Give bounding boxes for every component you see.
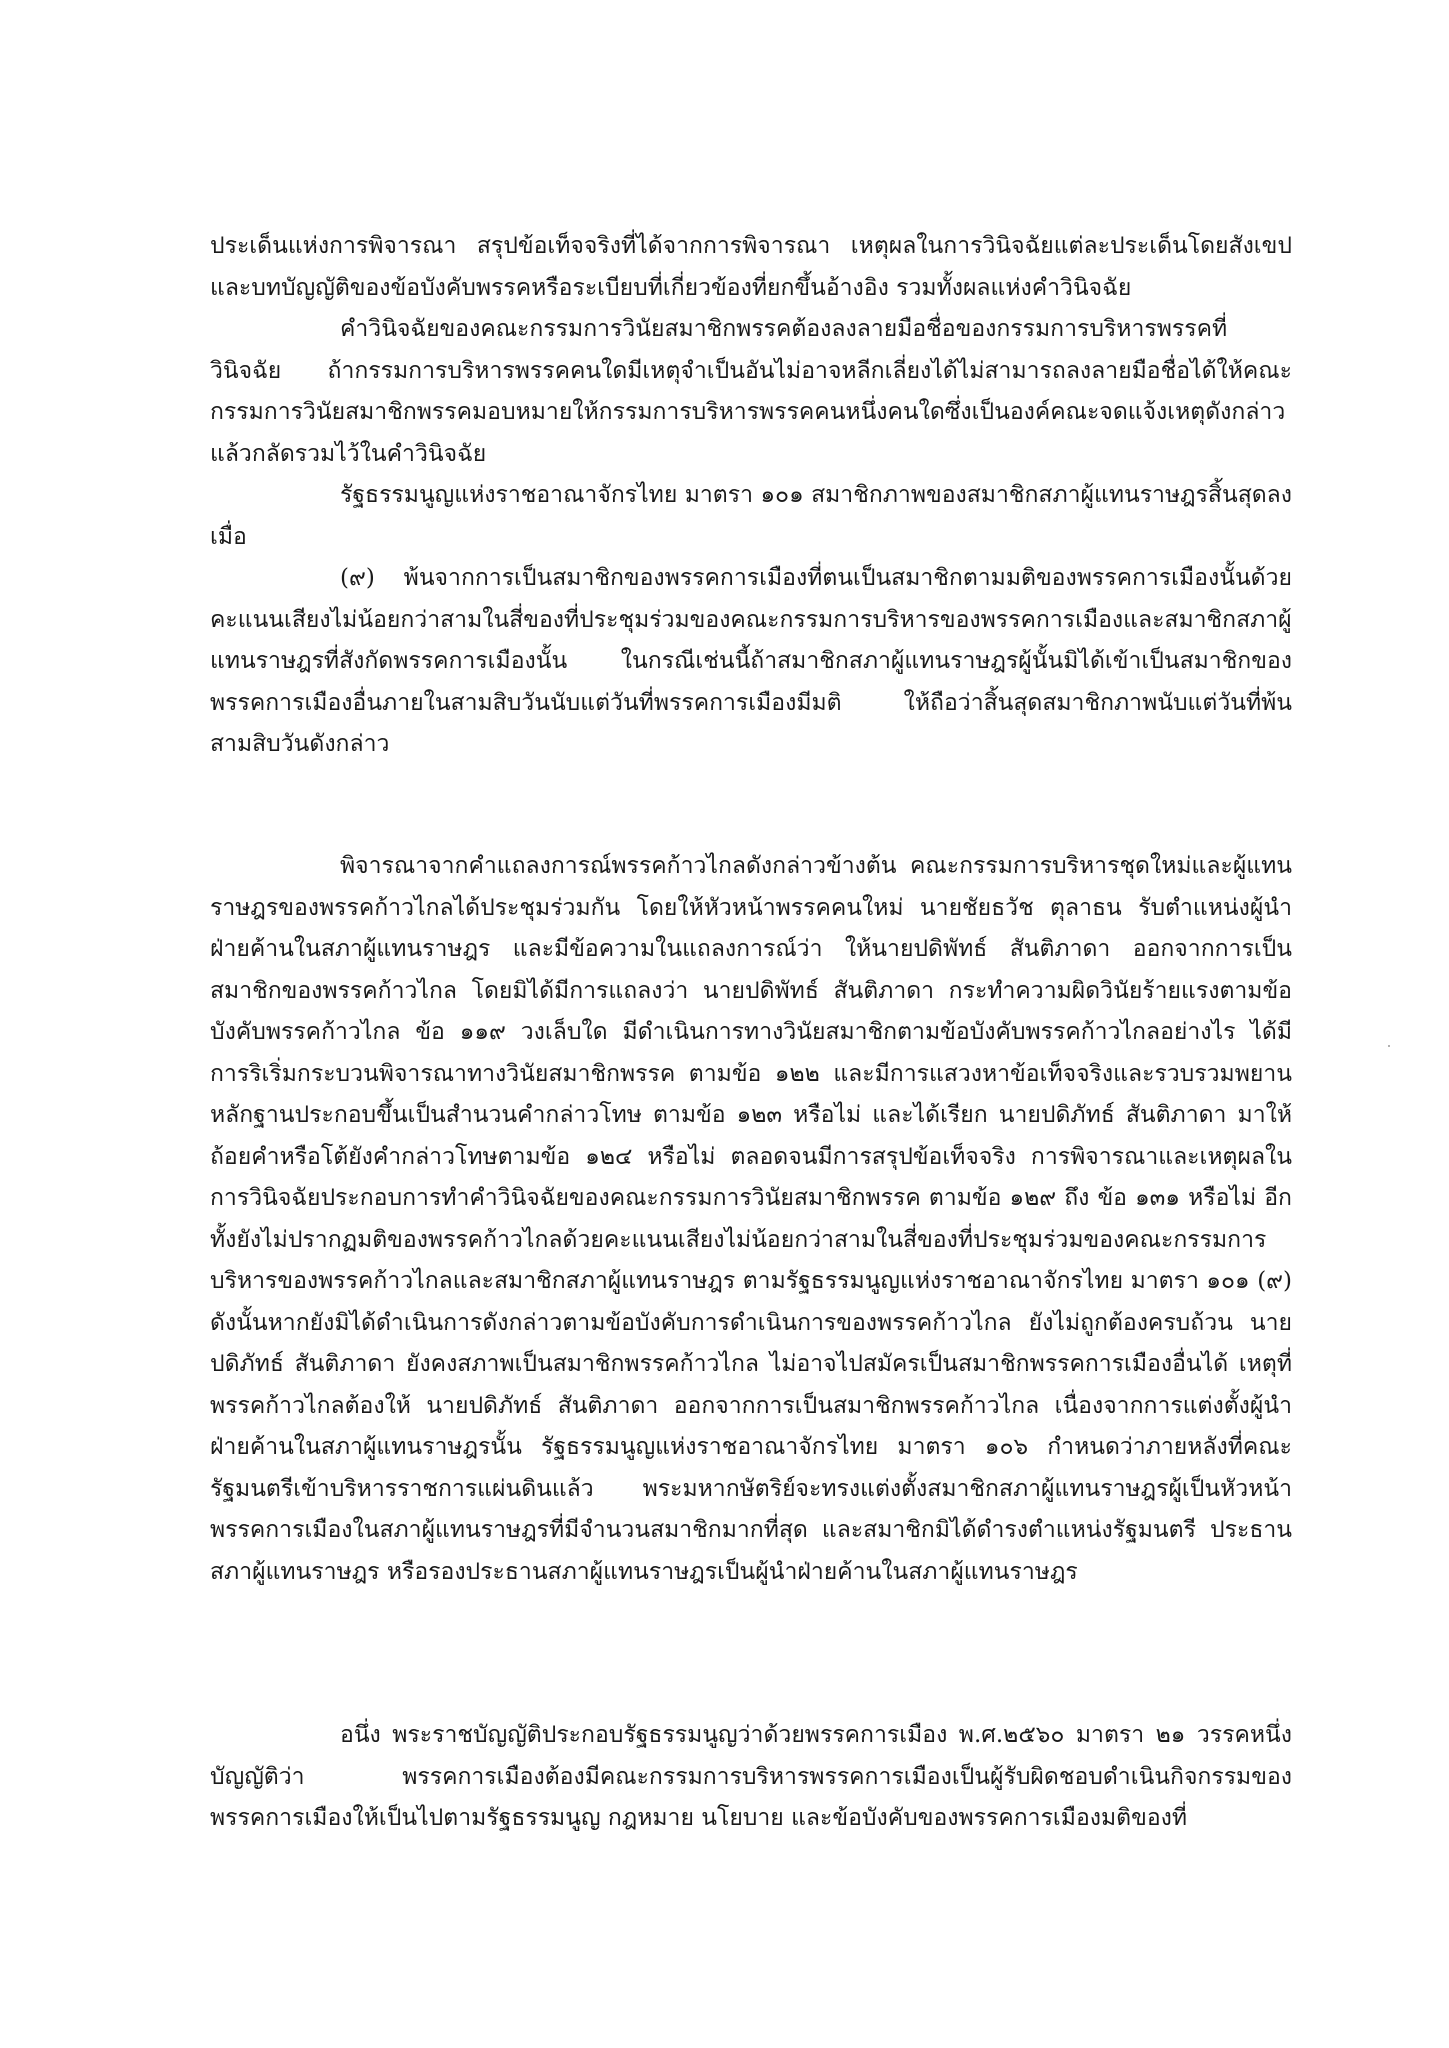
scan-speck: [1388, 1045, 1390, 1047]
paragraph-political-party-act: [210, 1715, 1292, 1840]
paragraph-constitution-section-101: [210, 475, 1292, 558]
paragraph-clause-9: [210, 558, 1292, 766]
paragraph-text: คำวินิจฉัยของคณะกรรมการวินัยสมาชิกพรรคต้องลงลายมือชื่อของกรรมการบริหารพรรคที่วินิจฉัย ถ้ากรรมการบริหารพรรคคนใดมีเหตุจำเป็นอันไม่อาจหลีกเลี่ยงได้ไม่สามารถลงลายมือชื่อได้ให้คณะกรรมการวินัยสมาชิกพรรคมอบหมายให้กรรมการบริหารพรรคคนหนึ่งคนใดซึ่งเป็นองค์คณะจดแจ้งเหตุดังกล่าวแล้วกลัดรวมไว้ในคำวินิจฉัย: [210, 316, 1292, 467]
paragraph-continuation: [210, 226, 1292, 309]
paragraph-text: ประเด็นแห่งการพิจารณา สรุปข้อเท็จจริงที่ได้จากการพิจารณา เหตุผลในการวินิจฉัยแต่ละประเด็นโดยสังเขป และบทบัญญัติของข้อบังคับพรรคหรือระเบียบที่เกี่ยวข้องที่ยกขึ้นอ้างอิง รวมทั้งผลแห่งคำวินิจฉัย: [210, 233, 1292, 301]
paragraph-text: อนึ่ง พระราชบัญญัติประกอบรัฐธรรมนูญว่าด้วยพรรคการเมือง พ.ศ.๒๕๖๐ มาตรา ๒๑ วรรคหนึ่ง บัญญัติว่า พรรคการเมืองต้องมีคณะกรรมการบริหารพรรคการเมืองเป็นผู้รับผิดชอบดำเนินกิจกรรมของพรรคการเมืองให้เป็นไปตามรัฐธรรมนูญ กฎหมาย นโยบาย และข้อบังคับของพรรคการเมืองมติของที่: [210, 1722, 1292, 1831]
paragraph-analysis: [210, 846, 1292, 1593]
paragraph-text: (๙) พ้นจากการเป็นสมาชิกของพรรคการเมืองที่ตนเป็นสมาชิกตามมติของพรรคการเมืองนั้นด้วยคะแนนเสียงไม่น้อยกว่าสามในสี่ของที่ประชุมร่วมของคณะกรรมการบริหารของพรรคการเมืองและสมาชิกสภาผู้แทนราษฎรที่สังกัดพรรคการเมืองนั้น ในกรณีเช่นนี้ถ้าสมาชิกสภาผู้แทนราษฎรผู้นั้นมิได้เข้าเป็นสมาชิกของพรรคการเมืองอื่นภายในสามสิบวันนับแต่วันที่พรรคการเมืองมีมติ ให้ถือว่าสิ้นสุดสมาชิกภาพนับแต่วันที่พ้นสามสิบวันดังกล่าว: [210, 565, 1292, 757]
paragraph-text: พิจารณาจากคำแถลงการณ์พรรคก้าวไกลดังกล่าวข้างต้น คณะกรรมการบริหารชุดใหม่และผู้แทนราษฎรของพรรคก้าวไกลได้ประชุมร่วมกัน โดยให้หัวหน้าพรรคคนใหม่ นายชัยธวัช ตุลาธน รับตำแหน่งผู้นำฝ่ายค้านในสภาผู้แทนราษฎร และมีข้อความในแถลงการณ์ว่า ให้นายปดิพัทธ์ สันติภาดา ออกจากการเป็นสมาชิกของพรรคก้าวไกล โดยมิได้มีการแถลงว่า นายปดิพัทธ์ สันติภาดา กระทำความผิดวินัยร้ายแรงตามข้อบังคับพรรคก้าวไกล ข้อ ๑๑๙ วงเล็บใด มีดำเนินการทางวินัยสมาชิกตามข้อบังคับพรรคก้าวไกลอย่างไร ได้มีการริเริ่มกระบวนพิจารณาทางวินัยสมาชิกพรรค ตามข้อ ๑๒๒ และมีการแสวงหาข้อเท็จจริงและรวบรวมพยานหลักฐานประกอบขึ้นเป็นสำนวนคำกล่าวโทษ ตามข้อ ๑๒๓ หรือไม่ และได้เรียก นายปดิภัทธ์ สันติภาดา มาให้ถ้อยคำหรือโต้ยังคำกล่าวโทษตามข้อ ๑๒๔ หรือไม่ ตลอดจนมีการสรุปข้อเท็จจริง การพิจารณาและเหตุผลในการวินิจฉัยประกอบการทำคำวินิจฉัยของคณะกรรมการวินัยสมาชิกพรรค ตามข้อ ๑๒๙ ถึง ข้อ ๑๓๑ หรือไม่ อีกทั้งยังไม่ปรากฏมติของพรรคก้าวไกลด้วยคะแนนเสียงไม่น้อยกว่าสามในสี่ของที่ประชุมร่วมของคณะกรรมการบริหารของพรรคก้าวไกลและสมาชิกสภาผู้แทนราษฎร ตามรัฐธรรมนูญแห่งราชอาณาจักรไทย มาตรา ๑๐๑ (๙) ดังนั้นหากยังมิได้ดำเนินการดังกล่าวตามข้อบังคับการดำเนินการของพรรคก้าวไกล ยังไม่ถูกต้องครบถ้วน นายปดิภัทธ์ สันติภาดา ยังคงสภาพเป็นสมาชิกพรรคก้าวไกล ไม่อาจไปสมัครเป็นสมาชิกพรรคการเมืองอื่นได้ เหตุที่พรรคก้าวไกลต้องให้ นายปดิภัทธ์ สันติภาดา ออกจากการเป็นสมาชิกพรรคก้าวไกล เนื่องจากการแต่งตั้งผู้นำฝ่ายค้านในสภาผู้แทนราษฎรนั้น รัฐธรรมนูญแห่งราชอาณาจักรไทย มาตรา ๑๐๖ กำหนดว่าภายหลังที่คณะรัฐมนตรีเข้าบริหารราชการแผ่นดินแล้ว พระมหากษัตริย์จะทรงแต่งตั้งสมาชิกสภาผู้แทนราษฎรผู้เป็นหัวหน้าพรรคการเมืองในสภาผู้แทนราษฎรที่มีจำนวนสมาชิกมากที่สุด และสมาชิกมิได้ดำรงตำแหน่งรัฐมนตรี ประธานสภาผู้แทนราษฎร หรือรองประธานสภาผู้แทนราษฎรเป็นผู้นำฝ่ายค้านในสภาผู้แทนราษฎร: [210, 853, 1292, 1585]
paragraph-text: รัฐธรรมนูญแห่งราชอาณาจักรไทย มาตรา ๑๐๑ สมาชิกภาพของสมาชิกสภาผู้แทนราษฎรสิ้นสุดลง เมื่อ: [210, 482, 1292, 550]
paragraph-decision-signature: [210, 309, 1292, 475]
